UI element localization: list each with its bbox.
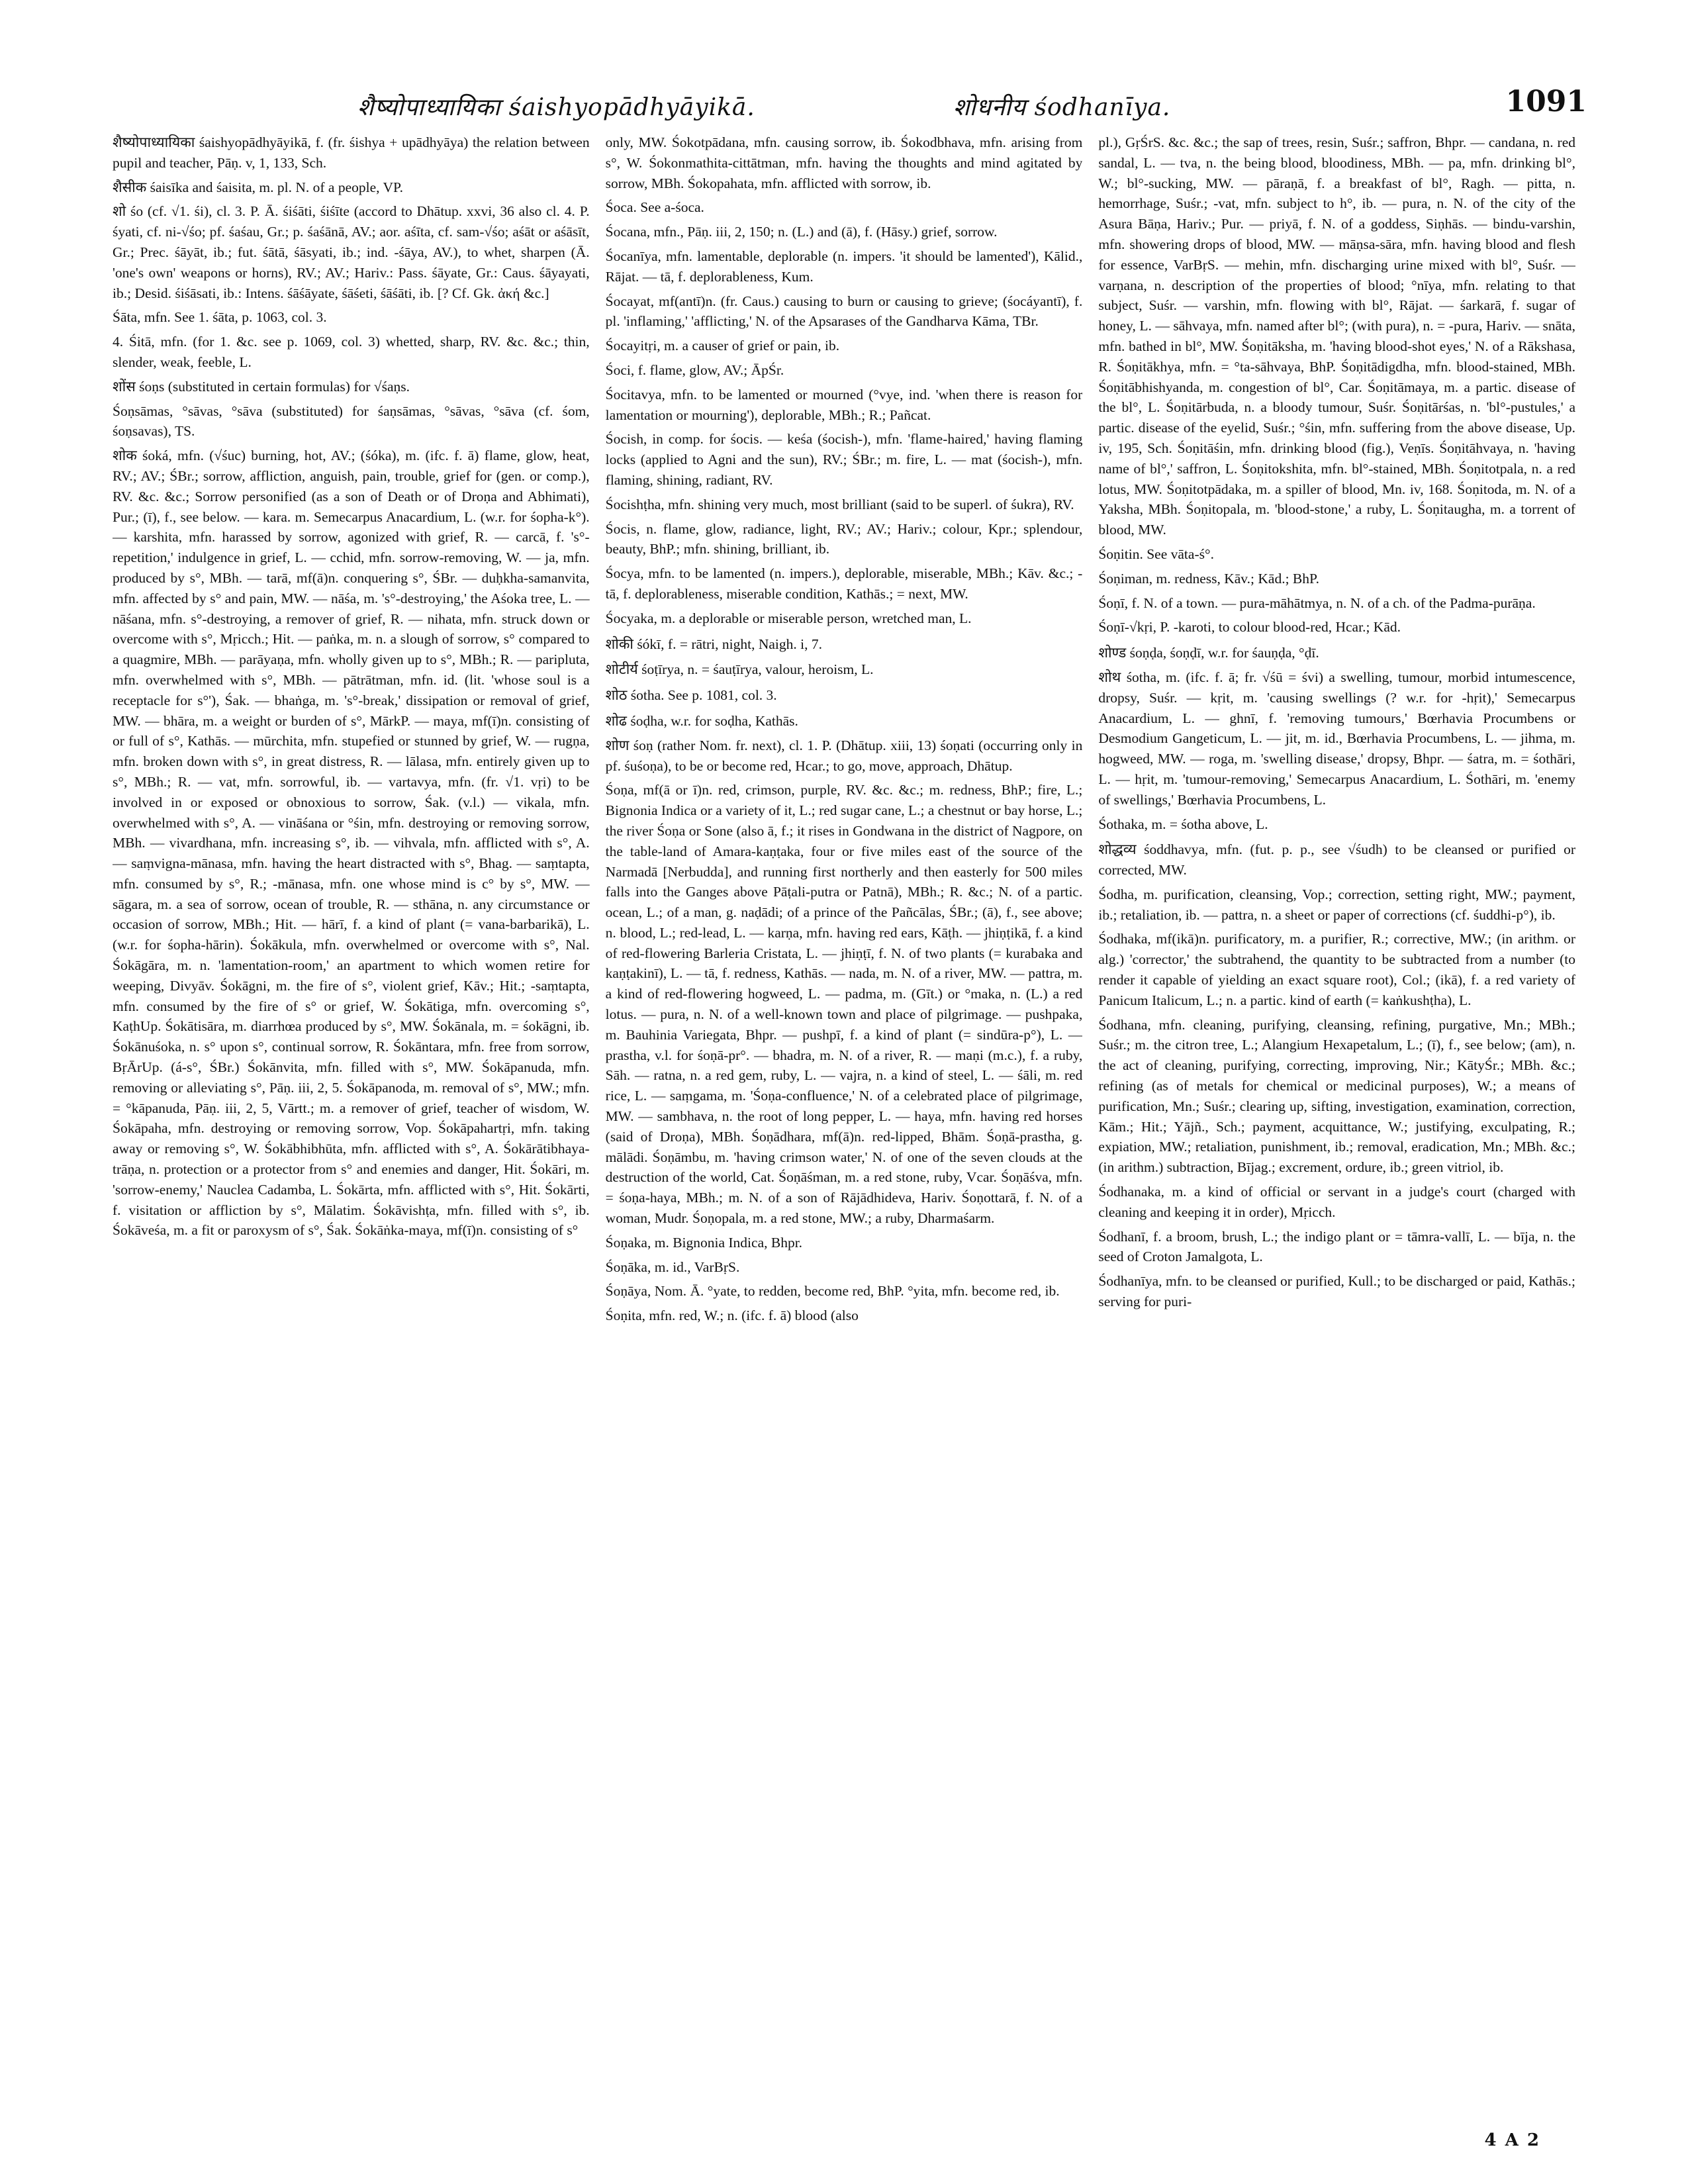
dictionary-entry: Śoṇita, mfn. red, W.; n. (ifc. f. ā) blood (also [605, 1307, 859, 1324]
dictionary-entry: शो śo (cf. √1. śi), cl. 3. P. Ā. śiśāti, śiśīte (accord to Dhātup. xxvi, 36 also cl. 4. P. śyati, cf. ni-√śo; pf. śaśau, Gr.; p. śaśānā, AV.; aor. aśīta, cf. sam-√śo; aśāt or aśāsīt, Gr.; Prec. śāyāt, ib.; fut. śātā, śāsyati, ib.; ind. -śāya, AV.), to whet, sharpen (Ā. 'one's own' weapons or horns), RV.; AV.; Hariv.: Pass. śāyate, Gr.: Caus. śāyayati, ib.; Desid. śiśāsati, ib.: Intens. śāśāyate, śāśeti, śāśāti, ib. [? Cf. Gk. ἀκή &c.] [113, 203, 590, 301]
dictionary-entry: शैष्योपाध्यायिका śaishyopādhyāyikā, f. (fr. śishya + upādhyāya) the relation between pupil and teacher, Pāṇ. v, 1, 133, Sch. [113, 134, 590, 171]
dictionary-entry: Śoṇitin. See vāta-ś°. [1098, 546, 1214, 562]
dictionary-entry: Śoṇiman, m. redness, Kāv.; Kād.; BhP. [1098, 570, 1319, 587]
dictionary-entry: Śoṇī, f. N. of a town. — pura-māhātmya, n. N. of a ch. of the Padma-purāṇa. [1098, 594, 1536, 611]
running-header [93, 85, 1593, 131]
column-2 [606, 132, 1083, 2118]
dictionary-entry: Śothaka, m. = śotha above, L. [1098, 816, 1268, 832]
dictionary-entry: Śoṇāya, Nom. Ā. °yate, to redden, become red, BhP. °yita, mfn. become red, ib. [605, 1283, 1060, 1300]
dictionary-entry: शोथ śotha, m. (ifc. f. ā; fr. √śū = śvi) a swelling, tumour, morbid intumescence, dropsy, Suśr. — kṛit, m. 'causing swellings (? w.r. for -hṛit),' Semecarpus Anacardium, L. — ghnī, f. 'removing tumours,' Bœrhavia Procumbens or Desmodium Gangeticum, L. — jit, m. id., Bœrhavia Procumbens, L. — jihma, m. hogweed, MW. — roga, m. 'swelling disease,' dropsy, Bhpr. — śatra, m. = śothāri, L. — hṛit, m. 'tumour-removing,' Semecarpus Anacardium, L. Śothāri, m. 'enemy of swellings,' Bœrhavia Procumbens, L. [1098, 669, 1576, 808]
dictionary-entry: Śodhanaka, m. a kind of official or servant in a judge's court (charged with cleaning and keeping it in order), Mṛicch. [1098, 1184, 1576, 1220]
dictionary-entry: Śocyaka, m. a deplorable or miserable person, wretched man, L. [605, 610, 972, 626]
dictionary-entry: Śocayitṛi, m. a causer of grief or pain, ib. [605, 338, 840, 354]
dictionary-entry: Śoci, f. flame, glow, AV.; ĀpŚr. [605, 361, 784, 378]
dictionary-entry: Śocitavya, mfn. to be lamented or mourned (°vye, ind. 'when there is reason for lamentation or mourning'), deplorable, MBh.; R.; Pañcat. [605, 386, 1083, 423]
running-head-left: शैष्योपाध्यायिका śaishyopādhyāyikā. [357, 94, 755, 121]
dictionary-entry: शोद्धव्य śoddhavya, mfn. (fut. p. p., see √śudh) to be cleansed or purified or corrected, MW. [1098, 841, 1576, 878]
dictionary-entry: Śodhanīya, mfn. to be cleansed or purified, Kull.; to be discharged or paid, Kathās.; serving for puri- [1098, 1273, 1576, 1310]
dictionary-entry: Śoṇī-√kṛi, P. -karoti, to colour blood-red, Hcar.; Kād. [1098, 619, 1401, 636]
dictionary-entry: Śodha, m. purification, cleansing, Vop.; correction, setting right, MW.; payment, ib.; retaliation, ib. — pattra, n. a sheet or paper of corrections (cf. śuddhi-p°), ib. [1098, 886, 1576, 923]
dictionary-entry: Śocis, n. flame, glow, radiance, light, RV.; AV.; Hariv.; colour, Kpr.; splendour, beauty, BhP.; mfn. shining, brilliant, ib. [605, 520, 1083, 557]
dictionary-entry: Śoca. See a-śoca. [605, 199, 704, 216]
dictionary-entry: शोठ śotha. See p. 1081, col. 3. [605, 687, 777, 704]
dictionary-entry: Śocana, mfn., Pāṇ. iii, 2, 150; n. (L.) and (ā), f. (Hāsy.) grief, sorrow. [605, 224, 998, 240]
dictionary-entry: Śocanīya, mfn. lamentable, deplorable (n. impers. 'it should be lamented'), Kālid., Rājat. — tā, f. deplorableness, Kum. [605, 248, 1083, 285]
dictionary-entry: Śoṇaka, m. Bignonia Indica, Bhpr. [605, 1234, 803, 1251]
running-head-right: शोधनीय śodhanīya. [953, 94, 1171, 121]
dictionary-entry: Śodhaka, mf(ikā)n. purificatory, m. a purifier, R.; corrective, MW.; (in arithm. or alg.) 'corrector,' the subtrahend, the quantity to be subtracted from a number (to render it capable of yielding an exact square root), Col.; (ikā), f. a red variety of Panicum Italicum, L.; n. a partic. kind of earth (= kaṅkushṭha), L. [1098, 931, 1576, 1008]
dictionary-entry: 4. Śitā, mfn. (for 1. &c. see p. 1069, col. 3) whetted, sharp, RV. &c. &c.; thin, slender, weak, feeble, L. [113, 334, 590, 370]
dictionary-entry: Śoṇsāmas, °sāvas, °sāva (substituted) for śaṇsāmas, °sāvas, °sāva (cf. śom, śoṇsavas), TS. [113, 403, 590, 440]
dictionary-columns [113, 132, 1575, 2118]
dictionary-entry: Śoṇāka, m. id., VarBṛS. [605, 1258, 740, 1275]
dictionary-entry: Śodhana, mfn. cleaning, purifying, cleansing, refining, purgative, Mn.; MBh.; Suśr.; m. the citron tree, L.; Alangium Hexapetalum, L.; (ī), f., see below; (am), n. the act of cleaning, purifying, correcting, improving, Nir.; KātyŚr.; MBh. &c.; refining (as of metals for chemical or medicinal purposes), W.; a means of purification, Mn.; Suśr.; clearing up, sifting, investigation, examination, correction, Kām.; Hit.; Yājñ., Sch.; payment, acquittance, W.; justifying, exculpating, R.; expiation, MW.; retaliation, punishment, ib.; removal, eradication, Mn.; MBh. &c.; (in arithm.) subtraction, Bījag.; excrement, ordure, ib.; green vitriol, ib. [1098, 1016, 1576, 1176]
dictionary-entry: Śodhanī, f. a broom, brush, L.; the indigo plant or = tāmra-vallī, L. — bīja, n. the seed of Croton Jamalgota, L. [1098, 1228, 1576, 1265]
dictionary-entry: शोण śoṇ (rather Nom. fr. next), cl. 1. P. (Dhātup. xiii, 13) śoṇati (occurring only in pf. śuśoṇa), to be or become red, Hcar.; to go, move, approach, Dhātup. [605, 737, 1083, 774]
dictionary-entry: pl.), GṛŚrS. &c. &c.; the sap of trees, resin, Suśr.; saffron, Bhpr. — candana, n. red sandal, L. — tva, n. the being blood, bloodiness, MBh. — pa, mfn. drinking bl°, W.; bl°-sucking, MW. — pāraṇā, f. a breakfast of bl°, Ragh. — pitta, n. hemorrhage, Suśr.; -vat, mfn. subject to h°, ib. — pura, n. N. of the city of the Asura Bāṇa, Hariv.; Pur. — priyā, f. N. of a goddess, Siṇhās. — bindu-varshin, mfn. showering drops of blood, MW. — māṇsa-sāra, mfn. having blood and flesh for essence, VarBṛS. — mehin, mfn. discharging urine mixed with bl°, Suśr. — varṇana, n. description of the properties of blood; °nīya, mfn. relating to that subject, Suśr. — varshin, mfn. flowing with bl°, Rājat. — śarkarā, f. sugar of honey, L. — sāhvaya, mfn. named after bl°; (with pura), n. = -pura, Hariv. — snāta, mfn. bathed in bl°, MW. Śoṇitāksha, m. 'having blood-shot eyes,' N. of a Rākshasa, R. Śoṇitākhya, mfn. = °ta-sāhvaya, BhP. Śoṇitādigdha, mfn. blood-stained, MBh. Śoṇitābhishyanda, m. congestion of bl°, Car. Śoṇitāmaya, m. a partic. disease of the bl°, L. Śoṇitārbuda, n. a bloody tumour, Suśr. Śoṇitārśas, n. 'bl°-pustules,' a partic. disease of the eyelid, Suśr.; °śin, mfn. suffering from the above disease, Up. iv, 195, Sch. Śoṇitāśin, mfn. drinking blood (fig.), Veṇīs. Śoṇitāhvaya, n. 'having name of bl°,' saffron, L. Śoṇitokshita, mfn. bl°-stained, MBh. Śoṇitotpala, n. a red lotus, MW. Śoṇitotpādaka, m. a spiller of blood, Mn. iv, 168. Śoṇitoda, m. N. of a Yaksha, MBh. Śoṇitopala, m. 'blood-stone,' a ruby, L. Śoṇitaugha, m. a torrent of blood, MW. [1098, 134, 1576, 538]
page-number: 1091 [1505, 85, 1587, 119]
column-3 [1098, 132, 1575, 2118]
column-1 [113, 132, 590, 2118]
dictionary-entry: शोंस śoṇs (substituted in certain formulas) for √śaṇs. [113, 378, 410, 395]
dictionary-entry: शैसीक śaisīka and śaisita, m. pl. N. of a people, VP. [113, 179, 403, 195]
dictionary-entry: only, MW. Śokotpādana, mfn. causing sorrow, ib. Śokodbhava, mfn. arising from s°, W. Śokonmathita-cittātman, mfn. having the thoughts and mind agitated by sorrow, MBh. Śokopahata, mfn. afflicted with sorrow, ib. [605, 134, 1083, 191]
dictionary-entry: शोटीर्य śoṭīrya, n. = śauṭīrya, valour, heroism, L. [605, 661, 874, 678]
dictionary-entry: शोक śoká, mfn. (√śuc) burning, hot, AV.; (śóka), m. (ifc. f. ā) flame, glow, heat, RV.; AV.; ŚBr.; sorrow, affliction, anguish, pain, trouble, grief for (gen. or comp.), RV. &c. &c.; Sorrow personified (as a son of Death or of Droṇa and Abhimati), Pur.; (ī), f., see below. — kara. m. Semecarpus Anacardium, L. (w.r. for śopha-k°). — karshita, mfn. harassed by sorrow, agonized with grief, R. — carcā, f. 's°-repetition,' indulgence in grief, L. — cchid, mfn. sorrow-removing, W. — ja, mfn. produced by s°, MBh. — tarā, mf(ā)n. conquering s°, ŚBr. — duḥkha-samanvita, mfn. affected by s° and pain, MW. — nāśa, m. 's°-destroying,' the Aśoka tree, L. — nāśana, mfn. s°-destroying, a remover of grief, R. — nihata, mfn. struck down or overcome with s°, Mṛicch.; Hit. — paṅka, m. n. a slough of sorrow, s° compared to a quagmire, MBh. — parāyaṇa, mfn. wholly given up to s°, MBh.; R. — paripluta, mfn. overwhelmed with s°, MBh. — pātrātman, mfn. id. (lit. 'whose soul is a receptacle for s°'), Śak. — bhaṅga, m. 's°-break,' dissipation or removal of grief, MW. — bhāra, m. a weight or burden of s°, MārkP. — maya, mf(ī)n. consisting of or full of s°, Kathās. — mūrchita, mfn. stupefied or stunned by grief, W. — rugṇa, mfn. broken down with s°, in great distress, R. — lālasa, mfn. entirely given up to s°, MBh.; R. — vat, mfn. sorrowful, ib. — vartavya, mfn. (fr. √1. vṛi) to be involved in or exposed or obnoxious to sorrow, Śak. (v.l.) — vikala, mfn. overwhelmed with s°, A. — vināśana or °śin, mfn. destroying or removing sorrow, MBh. — vivardhana, mfn. increasing s°, ib. — vihvala, mfn. afflicted with s°, A. — saṃvigna-mānasa, mfn. having the heart distracted with s°, Bhag. — saṃtapta, mfn. consumed by s°, R.; -mānasa, mfn. one whose mind is c° by s°, MW. — sāgara, m. a sea of sorrow, ocean of trouble, R. — sthāna, n. any circumstance or occasion of sorrow, MBh.; Hit. — hārī, f. a kind of plant (= vana-barbarikā), L. (w.r. for śopha-hārin). Śokākula, mfn. overwhelmed or overcome with s°, Nal. Śokāgāra, m. n. 'lamentation-room,' an apartment to which women retire for weeping, Divyāv. Śokāgni, m. the fire of s°, violent grief, Kāv.; Hit.; -saṃtapta, mfn. consumed by the fire of s° or grief, W. Śokātiga, mfn. overcoming s°, KaṭhUp. Śokātisāra, m. diarrhœa produced by s°, MW. Śokānala, m. = śokāgni, ib. Śokānuśoka, n. s° upon s°, continual sorrow, R. Śokāntara, mfn. free from sorrow, BṛĀrUp. (á-s°, ŚBr.) Śokānvita, mfn. filled with s°, MW. Śokāpanuda, mfn. removing or alleviating s°, Pāṇ. iii, 2, 5. Śokāpanoda, m. removal of s°, MW.; mfn. = °kāpanuda, Pāṇ. iii, 2, 5, Vārtt.; m. a remover of grief, teacher of wisdom, W. Śokāpaha, mfn. destroying or removing sorrow, Vop. Śokāpahartṛi, mfn. taking away or removing s°, W. Śokābhibhūta, mfn. afflicted with s°, A. Śokārātibhaya-trāṇa, n. protection or a protector from s° and enemies and danger, Hit. Śokāri, m. 'sorrow-enemy,' Nauclea Cadamba, L. Śokārta, mfn. afflicted with s°, Hit. Śokārti, f. visitation or affliction by s°, Mālatim. Śokāvishṭa, mfn. filled with s°, ib. Śokāveśa, m. a fit or paroxysm of s°, Śak. Śokāṅka-maya, mf(ī)n. consisting of s° [113, 448, 590, 1239]
dictionary-entry: शोढ śoḍha, w.r. for soḍha, Kathās. [605, 712, 798, 729]
signature-mark: 4 A 2 [1484, 2130, 1540, 2150]
dictionary-entry: शोकी śókī, f. = rātri, night, Naigh. i, 7. [605, 636, 822, 652]
dictionary-entry: Śoṇa, mf(ā or ī)n. red, crimson, purple, RV. &c. &c.; m. redness, BhP.; fire, L.; Bignonia Indica or a variety of it, L.; red sugar cane, L.; a chestnut or bay horse, L.; the river Śoṇa or Sone (also ā, f.; it rises in Gondwana in the district of Nagpore, on the table-land of Amara-kaṇṭaka, four or five miles east of the source of the Narmadā [Nerbudda], and running first northerly and then easterly for 500 miles falls into the Ganges above Pāṭali-putra or Patnā), MBh.; R. &c.; N. of a partic. ocean, L.; of a man, g. naḍādi; of a prince of the Pañcālas, ŚBr.; (ā), f., see above; n. blood, L.; red-lead, L. — karṇa, mfn. having red ears, Kāṭh. — jhiṇṭikā, f. a kind of red-flowering Barleria Cristata, L. — jhiṇṭī, f. N. of two plants (= kurabaka and kaṇṭakinī), L. — tā, f. redness, Kathās. — nada, m. N. of a river, MW. — pattra, m. a kind of red-flowering hogweed, L. — padma, m. (Gīt.) or °maka, n. (L.) a red lotus. — pura, n. N. of a well-known town and place of pilgrimage. — pushpaka, m. Bauhinia Variegata, Bhpr. — pushpī, f. a kind of plant (= sindūra-p°), L. — prastha, v.l. for śoṇā-pr°. — bhadra, m. N. of a river, R. — maṇi (m.c.), f. a ruby, Sāh. — ratna, n. a red gem, ruby, L. — vajra, n. a kind of steel, L. — śāli, m. red rice, L. — saṃgama, m. 'Śoṇa-confluence,' N. of a celebrated place of pilgrimage, MW. — sambhava, n. the root of long pepper, L. — haya, mfn. having red horses (said of Droṇa), MBh. Śoṇādhara, mf(ā)n. red-lipped, Bhām. Śoṇā-prastha, g. mālādi. Śoṇāmbu, m. 'having crimson water,' N. of one of the seven clouds at the destruction of the world, Cat. Śoṇāśman, m. a red stone, ruby, Vcar. Śoṇāśva, mfn. = śoṇa-haya, MBh.; m. N. of a son of Rājādhideva, Hariv. Śoṇottarā, f. N. of a woman, Mudr. Śoṇopala, m. a red stone, MW.; a ruby, Dharmaśarm. [605, 782, 1083, 1227]
dictionary-entry: Śāta, mfn. See 1. śāta, p. 1063, col. 3. [113, 309, 327, 326]
dictionary-entry: शोण्ड śoṇḍa, śoṇḍī, w.r. for śauṇḍa, °ḍī. [1098, 645, 1319, 661]
dictionary-entry: Śocayat, mf(antī)n. (fr. Caus.) causing to burn or causing to grieve; (śocáyantī), f. pl. 'inflaming,' 'afflicting,' N. of the Apsarases of the Gandharva Kāma, TBr. [605, 293, 1083, 330]
dictionary-entry: Śocya, mfn. to be lamented (n. impers.), deplorable, miserable, MBh.; Kāv. &c.; -tā, f. deplorableness, miserable condition, Kathās.; = next, MW. [605, 565, 1083, 602]
dictionary-entry: Śocishṭha, mfn. shining very much, most brilliant (said to be superl. of śukra), RV. [605, 496, 1074, 512]
dictionary-entry: Śocish, in comp. for śocis. — keśa (śocish-), mfn. 'flame-haired,' having flaming locks (applied to Agni and the sun), RV.; ŚBr.; m. fire, L. — mat (śocish-), mfn. flaming, shining, radiant, RV. [605, 431, 1083, 488]
